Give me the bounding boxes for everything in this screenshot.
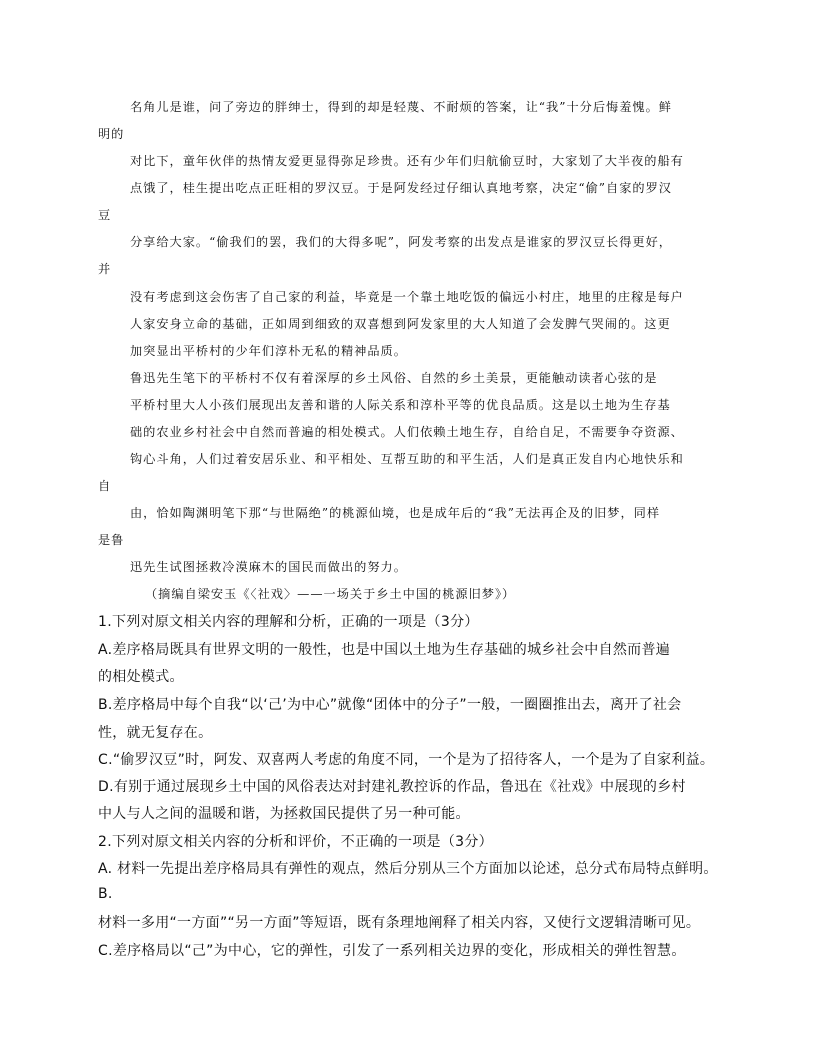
question-1-option-d: D.有别于通过展现乡土中国的风俗表达对封建礼教控诉的作品，鲁迅在《社戏》中展现的乡村	[98, 779, 686, 795]
question-1-option-a: A.差序格局既具有世界文明的一般性，也是中国以土地为生存基础的城乡社会中自然而普遍	[98, 642, 671, 658]
passage-line: 豆	[98, 208, 112, 222]
passage-citation: （摘编自梁安玉《〈社戏〉——一场关于乡土中国的桃源旧梦》）	[145, 587, 516, 601]
passage-line: 没有考虑到这会伤害了自己家的利益，毕竟是一个靠土地吃饭的偏远小村庄，地里的庄稼是每户	[130, 290, 684, 304]
passage-line: 加突显出平桥村的少年们淳朴无私的精神品质。	[130, 344, 407, 358]
passage-line: 是鲁	[98, 533, 125, 547]
passage-line: 由，恰如陶渊明笔下那“与世隔绝”的桃源仙境，也是成年后的“我”无法再企及的旧梦，同样	[130, 506, 661, 520]
passage-line: 分享给大家。“偷我们的罢，我们的大得多呢”，阿发考察的出发点是谁家的罗汉豆长得更好，	[130, 235, 672, 249]
question-2-option-a: A. 材料一先提出差序格局具有弹性的观点，然后分别从三个方面加以论述，总分式布局特点鲜明。	[98, 861, 718, 877]
question-2-stem: 2.下列对原文相关内容的分析和评价，不正确的一项是（3分）	[98, 834, 493, 850]
passage-line: 自	[98, 479, 112, 493]
passage-line: 平桥村里大人小孩们展现出友善和谐的人际关系和淳朴平等的优良品质。这是以土地为生存基	[130, 398, 671, 412]
passage-line: 并	[98, 262, 112, 276]
question-1-option-d-cont: 中人与人之间的温暖和谐，为拯救国民提供了另一种可能。	[98, 806, 470, 822]
question-1-stem: 1.下列对原文相关内容的理解和分析，正确的一项是（3分）	[98, 614, 479, 630]
passage-line: 名角儿是谁，问了旁边的胖绅士，得到的却是轻蔑、不耐烦的答案，让“我”十分后悔羞愧。鲜	[130, 100, 672, 114]
passage-line: 明的	[98, 127, 125, 141]
question-2-option-c: C.差序格局以“己”为中心，它的弹性，引发了一系列相关边界的变化，形成相关的弹性智慧。	[98, 943, 686, 959]
question-2-option-b-label: B.	[98, 886, 113, 902]
passage-line: 点饿了，桂生提出吃点正旺相的罗汉豆。于是阿发经过仔细认真地考察，决定“偷”自家的罗汉	[130, 181, 672, 195]
passage-line: 人家安身立命的基础，正如周到细致的双喜想到阿发家里的大人知道了会发脾气哭闹的。这更	[130, 317, 671, 331]
question-1-option-a-cont: 的相处模式。	[98, 669, 184, 685]
passage-line: 鲁迅先生笔下的平桥村不仅有着深厚的乡土风俗、自然的乡土美景，更能触动读者心弦的是	[130, 371, 658, 385]
question-1-option-c: C.“偷罗汉豆”时，阿发、双喜两人考虑的角度不同，一个是为了招待客人，一个是为了自家利益。	[98, 752, 715, 768]
question-1-option-b-cont: 性，就无复存在。	[98, 725, 213, 741]
passage-line: 钩心斗角，人们过着安居乐业、和平相处、互帮互助的和平生活，人们是真正发自内心地快乐和	[130, 452, 684, 466]
question-2-option-b: 材料一多用“一方面”“另一方面”等短语，既有条理地阐释了相关内容，又使行文逻辑清晰可见。	[98, 915, 701, 931]
passage-line: 础的农业乡村社会中自然而普遍的相处模式。人们依赖土地生存，自给自足，不需要争夺资源、	[130, 425, 684, 439]
question-1-option-b: B.差序格局中每个自我“以‘己’为中心”就像“团体中的分子”一般，一圈圈推出去，离开了社会	[98, 697, 682, 713]
passage-line: 迅先生试图拯救冷漠麻木的国民而做出的努力。	[130, 560, 407, 574]
passage-line: 对比下，童年伙伴的热情友爱更显得弥足珍贵。还有少年们归航偷豆时，大家划了大半夜的船有	[130, 154, 684, 168]
